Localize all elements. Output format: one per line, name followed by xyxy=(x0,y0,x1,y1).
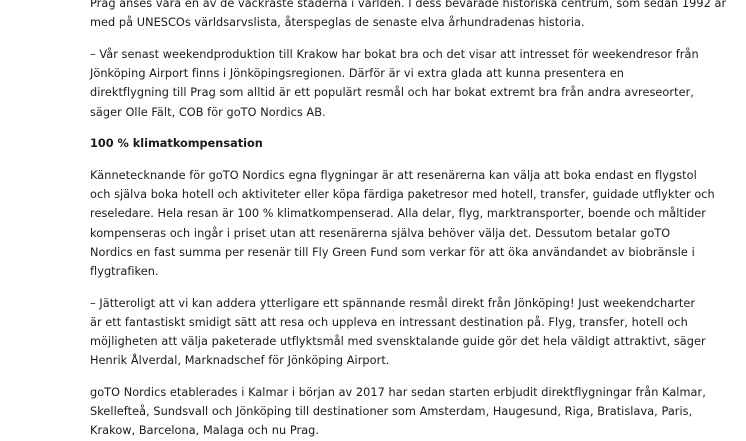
paragraph-about xyxy=(90,383,706,441)
text-line: Nordics en fast summa per resenär till Fly Green Fund som verkar för att öka användandet av biobränsle i xyxy=(90,245,695,259)
text-line: direktflygning till Prag som alltid är ett populärt resmål och har bokat extremt bra från andra avreseorter, xyxy=(90,86,694,100)
text-line: kompenseras och ingår i priset utan att resenärerna själva behöver välja det. Dessutom betalar goTO xyxy=(90,226,671,240)
paragraph-quote-marketing xyxy=(90,294,706,371)
text-line: är ett fantastiskt smidigt sätt att resa och uppleva en intressant destination på. Flyg, transfer, hotell och xyxy=(90,315,688,329)
text-line: med på UNESCOs världsarvslista, återspeglas de senaste elva århundradenas historia. xyxy=(90,16,585,30)
text-line: Jönköping Airport finns i Jönköpingsregionen. Därför är vi extra glada att kunna presentera en xyxy=(90,67,624,81)
text-line: flygtrafiken. xyxy=(90,264,159,278)
text-line: Prag anses vara en av de vackraste städerna i världen. I dess bevarade historiska centrum, som sedan 1992 är xyxy=(90,0,727,10)
text-line: reseledare. Hela resan är 100 % klimatkompenserad. Alla delar, flyg, marktransporter, boende och måltider xyxy=(90,207,706,221)
text-line: Skellefteå, Sundsvall och Jönköping till destinationer som Amsterdam, Haugesund, Riga, Bratislava, Paris, xyxy=(90,405,693,419)
text-line: – Jätteroligt att vi kan addera ytterligare ett spännande resmål direkt från Jönköping! Just weekendcharter xyxy=(90,296,696,310)
paragraph-climate xyxy=(90,166,715,281)
text-line: Henrik Ålverdal, Marknadschef för Jönköping Airport. xyxy=(90,354,390,368)
text-line: och själva boka hotell och aktiviteter eller köpa färdiga paketresor med hotell, transfer, guidade utflykter och xyxy=(90,188,715,202)
text-line: säger Olle Fält, COB för goTO Nordics AB. xyxy=(90,105,326,119)
text-line: Krakow, Barcelona, Malaga och nu Prag. xyxy=(90,424,320,438)
text-line: – Vår senast weekendproduktion till Krakow har bokat bra och det visar att intresset för weekendresor från xyxy=(90,47,699,61)
paragraph-quote-cob xyxy=(90,45,699,122)
text-line: goTO Nordics etablerades i Kalmar i början av 2017 har sedan starten erbjudit direktflygningar från Kalmar, xyxy=(90,385,706,399)
document-page xyxy=(90,0,727,441)
section-heading: 100 % klimatkompensation xyxy=(90,137,263,151)
paragraph-intro xyxy=(90,0,727,32)
text-line: Kännetecknande för goTO Nordics egna flygningar är att resenärerna kan välja att boka endast en flygstol xyxy=(90,168,697,182)
text-line: möjligheten att välja paketerade utflyktsmål med svensktalande guide gör det hela väldigt attraktivt, säger xyxy=(90,335,706,349)
